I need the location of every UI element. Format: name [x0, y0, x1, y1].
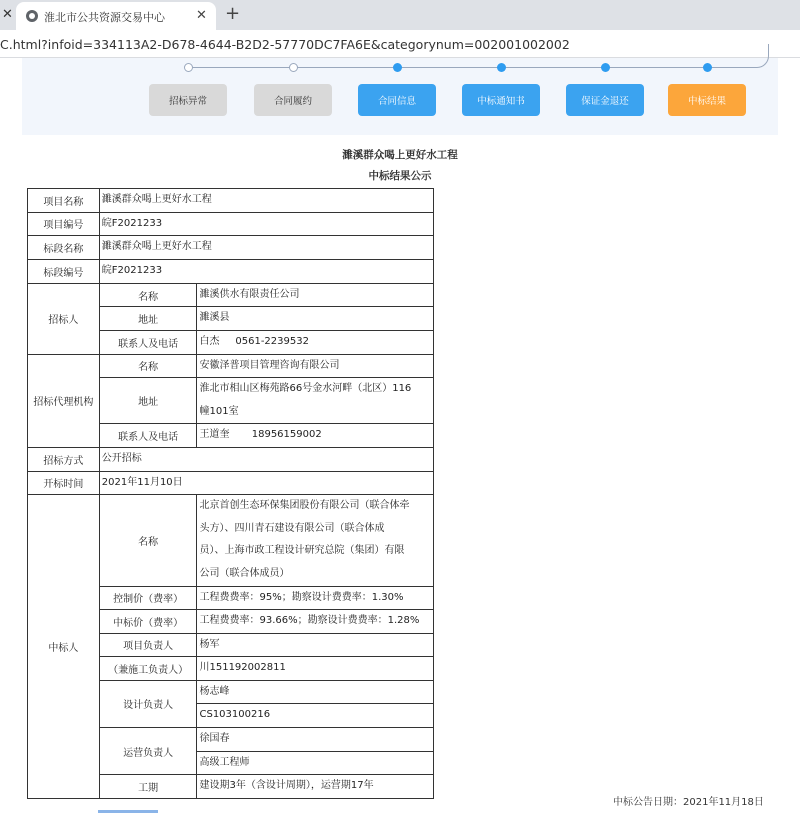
- agency-contact-label: 联系人及电话: [99, 424, 197, 448]
- page-title: 濉溪群众喝上更好水工程: [342, 149, 458, 161]
- ops-label: 运营负责人: [99, 728, 197, 775]
- step-contract-info-button[interactable]: 合同信息: [358, 84, 436, 116]
- address-bar[interactable]: [0, 30, 800, 58]
- method-label: 招标方式: [28, 447, 100, 471]
- step-tender-exception-button[interactable]: 招标异常: [149, 84, 227, 116]
- table-row: [28, 283, 434, 307]
- winner-name-line: 北京首创生态环保集团股份有限公司（联合体牵: [199, 500, 410, 512]
- agency-name-label: 名称: [99, 354, 197, 378]
- period-value: 建设期3年（含设计周期），运营期17年: [197, 775, 434, 799]
- tenderer-name-value: 濉溪供水有限责任公司: [197, 283, 434, 307]
- section-no-value: 皖F2021233: [99, 259, 433, 283]
- new-tab-icon[interactable]: +: [225, 3, 241, 24]
- pm-name-value: 杨军: [197, 633, 434, 657]
- project-no-label: 项目编号: [28, 212, 100, 236]
- tenderer-addr-label: 地址: [99, 307, 197, 331]
- method-value: 公开招标: [99, 447, 433, 471]
- period-label: 工期: [99, 775, 197, 799]
- table-row: [28, 447, 434, 471]
- project-no-value: 皖F2021233: [99, 212, 433, 236]
- step-contract-performance-button[interactable]: 合同履约: [254, 84, 332, 116]
- url-text[interactable]: C.html?infoid=334113A2-D678-4644-B2D2-57770DC7FA6E&categorynum=002001002002: [0, 37, 570, 52]
- tenderer-contact-value: 白杰 0561-2239532: [197, 330, 434, 354]
- page-subtitle: 中标结果公示: [368, 170, 432, 182]
- notice-date: 中标公告日期：2021年11月18日: [613, 797, 764, 808]
- agency-addr-line: 淮北市相山区梅苑路66号金水河畔（北区）116: [199, 383, 412, 395]
- design-cert-value: CS103100216: [197, 704, 434, 728]
- table-row: [28, 189, 434, 213]
- pm-sub-label: （兼施工负责人）: [99, 657, 197, 681]
- control-price-value: 工程费费率：95%；勘察设计费费率：1.30%: [197, 586, 434, 610]
- table-row: [28, 495, 434, 586]
- browser-tab-bar: [0, 0, 800, 30]
- tenderer-name-label: 名称: [99, 283, 197, 307]
- section-name-label: 标段名称: [28, 236, 100, 260]
- winner-name-line: 头方）、四川青石建设有限公司（联合体成: [199, 522, 385, 534]
- step-dot: [184, 63, 193, 72]
- table-row: [28, 236, 434, 260]
- step-dot: [289, 63, 298, 72]
- project-name-value: 濉溪群众喝上更好水工程: [99, 189, 433, 213]
- design-name-value: 杨志峰: [197, 680, 434, 704]
- step-award-result-button[interactable]: 中标结果: [668, 84, 746, 116]
- step-dot: [393, 63, 402, 72]
- tab-title: 淮北市公共资源交易中心: [44, 11, 165, 24]
- workflow-panel: [22, 58, 778, 135]
- agency-addr-value: [197, 378, 434, 424]
- pm-label: 项目负责人: [99, 633, 197, 657]
- agency-addr-label: 地址: [99, 378, 197, 424]
- open-time-value: 2021年11月10日: [99, 471, 433, 495]
- table-row: [28, 354, 434, 378]
- ops-name-value: 徐国春: [197, 728, 434, 752]
- table-row: [28, 471, 434, 495]
- section-name-value: 濉溪群众喝上更好水工程: [99, 236, 433, 260]
- open-time-label: 开标时间: [28, 471, 100, 495]
- bid-price-label: 中标价（费率）: [99, 610, 197, 634]
- step-dot: [703, 63, 712, 72]
- tenderer-addr-value: 濉溪县: [197, 307, 434, 331]
- step-award-notice-button[interactable]: 中标通知书: [462, 84, 540, 116]
- design-label: 设计负责人: [99, 680, 197, 727]
- browser-tab[interactable]: [16, 2, 216, 30]
- step-dot: [601, 63, 610, 72]
- step-deposit-refund-button[interactable]: 保证金退还: [566, 84, 644, 116]
- tenderer-contact-label: 联系人及电话: [99, 330, 197, 354]
- pm-cert-value: 川151192002811: [197, 657, 434, 681]
- step-dot: [497, 63, 506, 72]
- winner-name-line: 员）、上海市政工程设计研究总院（集团）有限: [199, 545, 405, 557]
- section-no-label: 标段编号: [28, 259, 100, 283]
- agency-label: 招标代理机构: [28, 354, 100, 447]
- truncated-link[interactable]: [98, 810, 158, 813]
- agency-contact-value: 王道奎 18956159002: [197, 424, 434, 448]
- globe-icon: [26, 10, 38, 22]
- table-row: [28, 212, 434, 236]
- agency-addr-line: 幢101室: [199, 405, 239, 417]
- workflow-line: [192, 67, 747, 68]
- ops-title-value: 高级工程师: [197, 751, 434, 775]
- project-name-label: 项目名称: [28, 189, 100, 213]
- award-result-table: [27, 188, 434, 799]
- winner-name-value: [197, 495, 434, 586]
- winner-label: 中标人: [28, 495, 100, 799]
- tenderer-label: 招标人: [28, 283, 100, 354]
- winner-name-line: 公司（联合体成员）: [199, 567, 290, 579]
- winner-name-label: 名称: [99, 495, 197, 586]
- agency-name-value: 安徽泽普项目管理咨询有限公司: [197, 354, 434, 378]
- workflow-curve: [722, 44, 769, 68]
- bid-price-value: 工程费费率：93.66%；勘察设计费费率：1.28%: [197, 610, 434, 634]
- control-price-label: 控制价（费率）: [99, 586, 197, 610]
- previous-tab-close-icon[interactable]: ✕: [2, 7, 13, 22]
- close-tab-icon[interactable]: ✕: [196, 8, 207, 23]
- table-row: [28, 259, 434, 283]
